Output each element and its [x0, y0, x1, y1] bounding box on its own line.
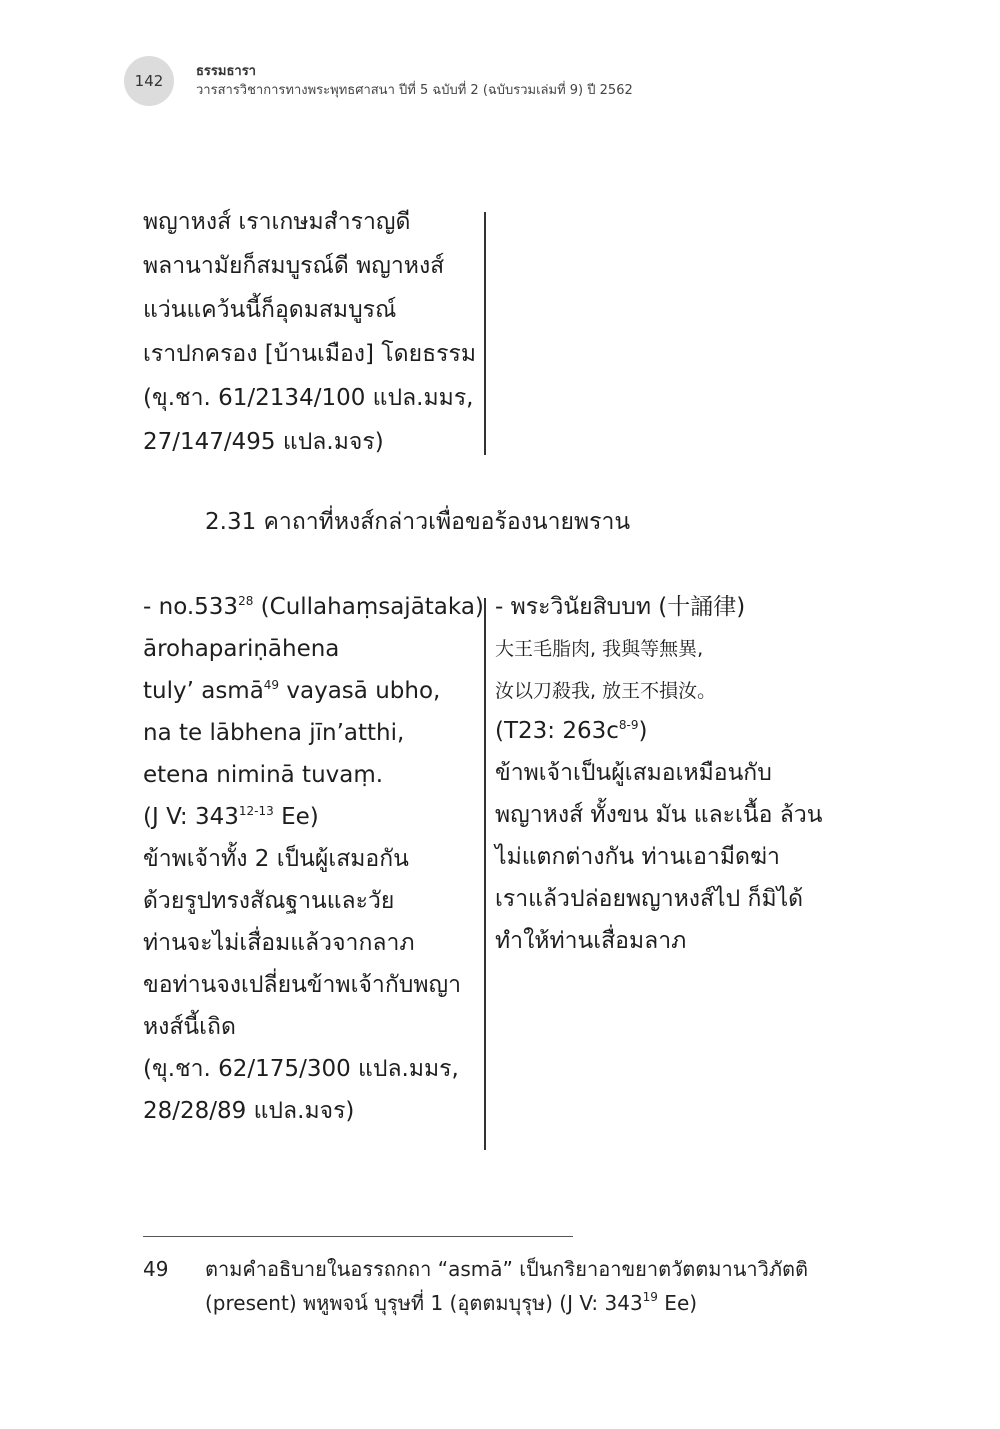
verse-top [143, 200, 476, 464]
thai-line: หงส์นี้เถิด [143, 1014, 236, 1040]
journal-title: ธรรมธารา [196, 64, 256, 79]
footnote-rule [143, 1236, 573, 1237]
pali-line: na te lābhena jīn’atthi, [143, 720, 405, 746]
pali-line: ārohapariṇāhena [143, 636, 340, 662]
thai-line: ข้าพเจ้าเป็นผู้เสมอเหมือนกับ [495, 760, 772, 786]
footnote-text [205, 1252, 808, 1320]
footnote-ref: 28 [238, 594, 254, 608]
verse-line: เราปกครอง [บ้านเมือง] โดยธรรม [143, 341, 476, 367]
journal-subtitle: วารสารวิชาการทางพระพุทธศาสนา ปีที่ 5 ฉบับที่ 2 (ฉบับรวมเล่มที่ 9) ปี 2562 [196, 83, 633, 98]
thai-line: ด้วยรูปทรงสัณฐานและวัย [143, 888, 395, 914]
section-heading: 2.31 คาถาที่หงส์กล่าวเพื่อขอร้องนายพราน [205, 509, 631, 535]
line-ref: 19 [642, 1290, 658, 1304]
footnote-line: ตามคำอธิบายในอรรถกถา “asmā” เป็นกริยาอาขยาตวัตตมานาวิภัตติ [205, 1257, 808, 1281]
verse-line: พญาหงส์ เราเกษมสำราญดี [143, 209, 411, 235]
thai-line: ข้าพเจ้าทั้ง 2 เป็นผู้เสมอกัน [143, 846, 409, 872]
line-ref: 12-13 [238, 804, 274, 818]
verse-reference: 27/147/495 แปล.มจร) [143, 429, 384, 455]
running-header [196, 64, 633, 100]
right-column [495, 586, 822, 962]
verse-reference: (ขุ.ชา. 61/2134/100 แปล.มมร, [143, 385, 474, 411]
pali-title: - no.533$^{28}$ (Cullahaṃsajātaka) [143, 594, 484, 620]
footnote-number: 49 [143, 1257, 169, 1281]
column-divider [484, 212, 486, 455]
chinese-source-title: - พระวินัยสิบบท (十誦律) [495, 594, 746, 620]
thai-line: เราแล้วปล่อยพญาหงส์ไป ก็มิได้ [495, 886, 804, 912]
column-divider [484, 598, 486, 1150]
page-number: 142 [124, 56, 174, 106]
thai-line: ท่านจะไม่เสื่อมแล้วจากลาภ [143, 930, 415, 956]
thai-line: ขอท่านจงเปลี่ยนข้าพเจ้ากับพญา [143, 972, 462, 998]
chinese-line: 大王毛脂肉, 我與等無異, [495, 638, 704, 660]
pali-line: tuly’ asmā$^{49}$ vayasā ubho, [143, 678, 441, 704]
footnote-line: (present) พหูพจน์ บุรุษที่ 1 (อุตตมบุรุษ) (J V: $343^{19}$ Ee) [205, 1290, 698, 1315]
pali-reference: (J V: 343$^{12-13}$ Ee) [143, 804, 319, 830]
thai-line: ไม่แตกต่างกัน ท่านเอามีดฆ่า [495, 844, 780, 870]
verse-line: แว่นแคว้นนี้ก็อุดมสมบูรณ์ [143, 297, 397, 323]
left-column [143, 586, 484, 1132]
chinese-line: 汝以刀殺我, 放王不損汝。 [495, 680, 717, 702]
thai-line: พญาหงส์ ทั้งขน มัน และเนื้อ ล้วน [495, 802, 823, 828]
thai-reference: (ขุ.ชา. 62/175/300 แปล.มมร, [143, 1056, 459, 1082]
verse-line: พลานามัยก็สมบูรณ์ดี พญาหงส์ [143, 253, 445, 279]
pali-line: etena niminā tuvaṃ. [143, 762, 384, 788]
thai-reference: 28/28/89 แปล.มจร) [143, 1098, 355, 1124]
thai-line: ทำให้ท่านเสื่อมลาภ [495, 928, 687, 954]
chinese-reference: (T23: $263c^{8-9}$) [495, 718, 648, 744]
line-ref: 8-9 [618, 718, 639, 732]
footnote-ref: 49 [263, 678, 280, 692]
